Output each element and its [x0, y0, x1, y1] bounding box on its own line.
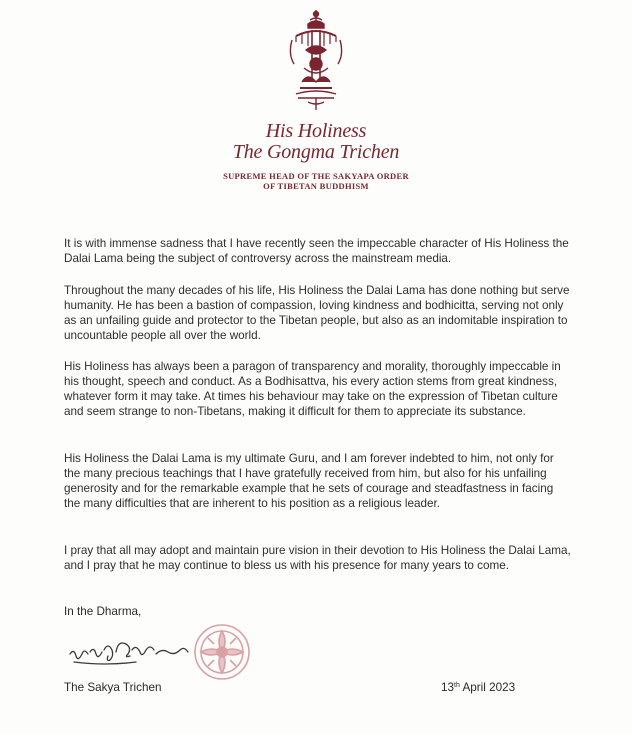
paragraph: [64, 283, 572, 343]
date-suffix: th: [454, 682, 460, 689]
paragraph: [64, 359, 572, 419]
paragraph-text: It is with immense sadness that I have recently seen the impeccable character of His Holiness the Dalai Lama being the subject of controversy across the mainstream media.: [64, 237, 569, 265]
subtitle-line-2: OF TIBETAN BUDDHISM: [263, 181, 369, 191]
paragraph-text: His Holiness has always been a paragon of transparency and morality, thoroughly impeccable in his thought, speech and conduct. As a Bodhisattva, his every action stems from great kindness, whatever form it may take. At times his behaviour may take on the expression of Tibetan culture and seem strange to non-Tibetans, making it difficult for them to appreciate its substance.: [64, 360, 561, 418]
closing-salutation: In the Dharma,: [64, 605, 142, 618]
paragraph: [64, 451, 572, 511]
letterhead: [0, 0, 632, 190]
handwritten-signature: [66, 632, 196, 672]
signer-name: The Sakya Trichen: [64, 681, 162, 694]
paragraph: [64, 543, 572, 573]
subtitle-line-1: SUPREME HEAD OF THE SAKYAPA ORDER: [223, 171, 409, 181]
title-line-1: His Holiness: [265, 120, 367, 142]
dhvaja-emblem-icon: [284, 8, 348, 112]
paragraph: [64, 236, 572, 266]
paragraph-text: Throughout the many decades of his life, His Holiness the Dalai Lama has done nothing but serve humanity. He has been a bastion of compassion, loving kindness and bodhicitta, serving not only as an unfailing guide and protector to the Tibetan people, but also as an indomitable inspiration to uncountable people all over the world.: [64, 284, 570, 342]
date-day: 13: [441, 681, 455, 694]
letter-date: [441, 681, 515, 694]
paragraph-text: I pray that all may adopt and maintain pure vision in their devotion to His Holiness the Dalai Lama, and I pray that he may continue to bless us with his presence for many years to come.: [64, 544, 571, 572]
paragraph-text: His Holiness the Dalai Lama is my ultimate Guru, and I am forever indebted to him, not only for the many precious teachings that I have gratefully received from him, but also for his unfailing generosity and for the remarkable example that he sets of courage and steadfastness in facing the many difficulties that are inherent to his position as a religious leader.: [64, 452, 554, 510]
date-month-year: April 2023: [459, 681, 516, 694]
title-line-2: The Gongma Trichen: [232, 141, 400, 163]
official-seal: [192, 622, 252, 682]
